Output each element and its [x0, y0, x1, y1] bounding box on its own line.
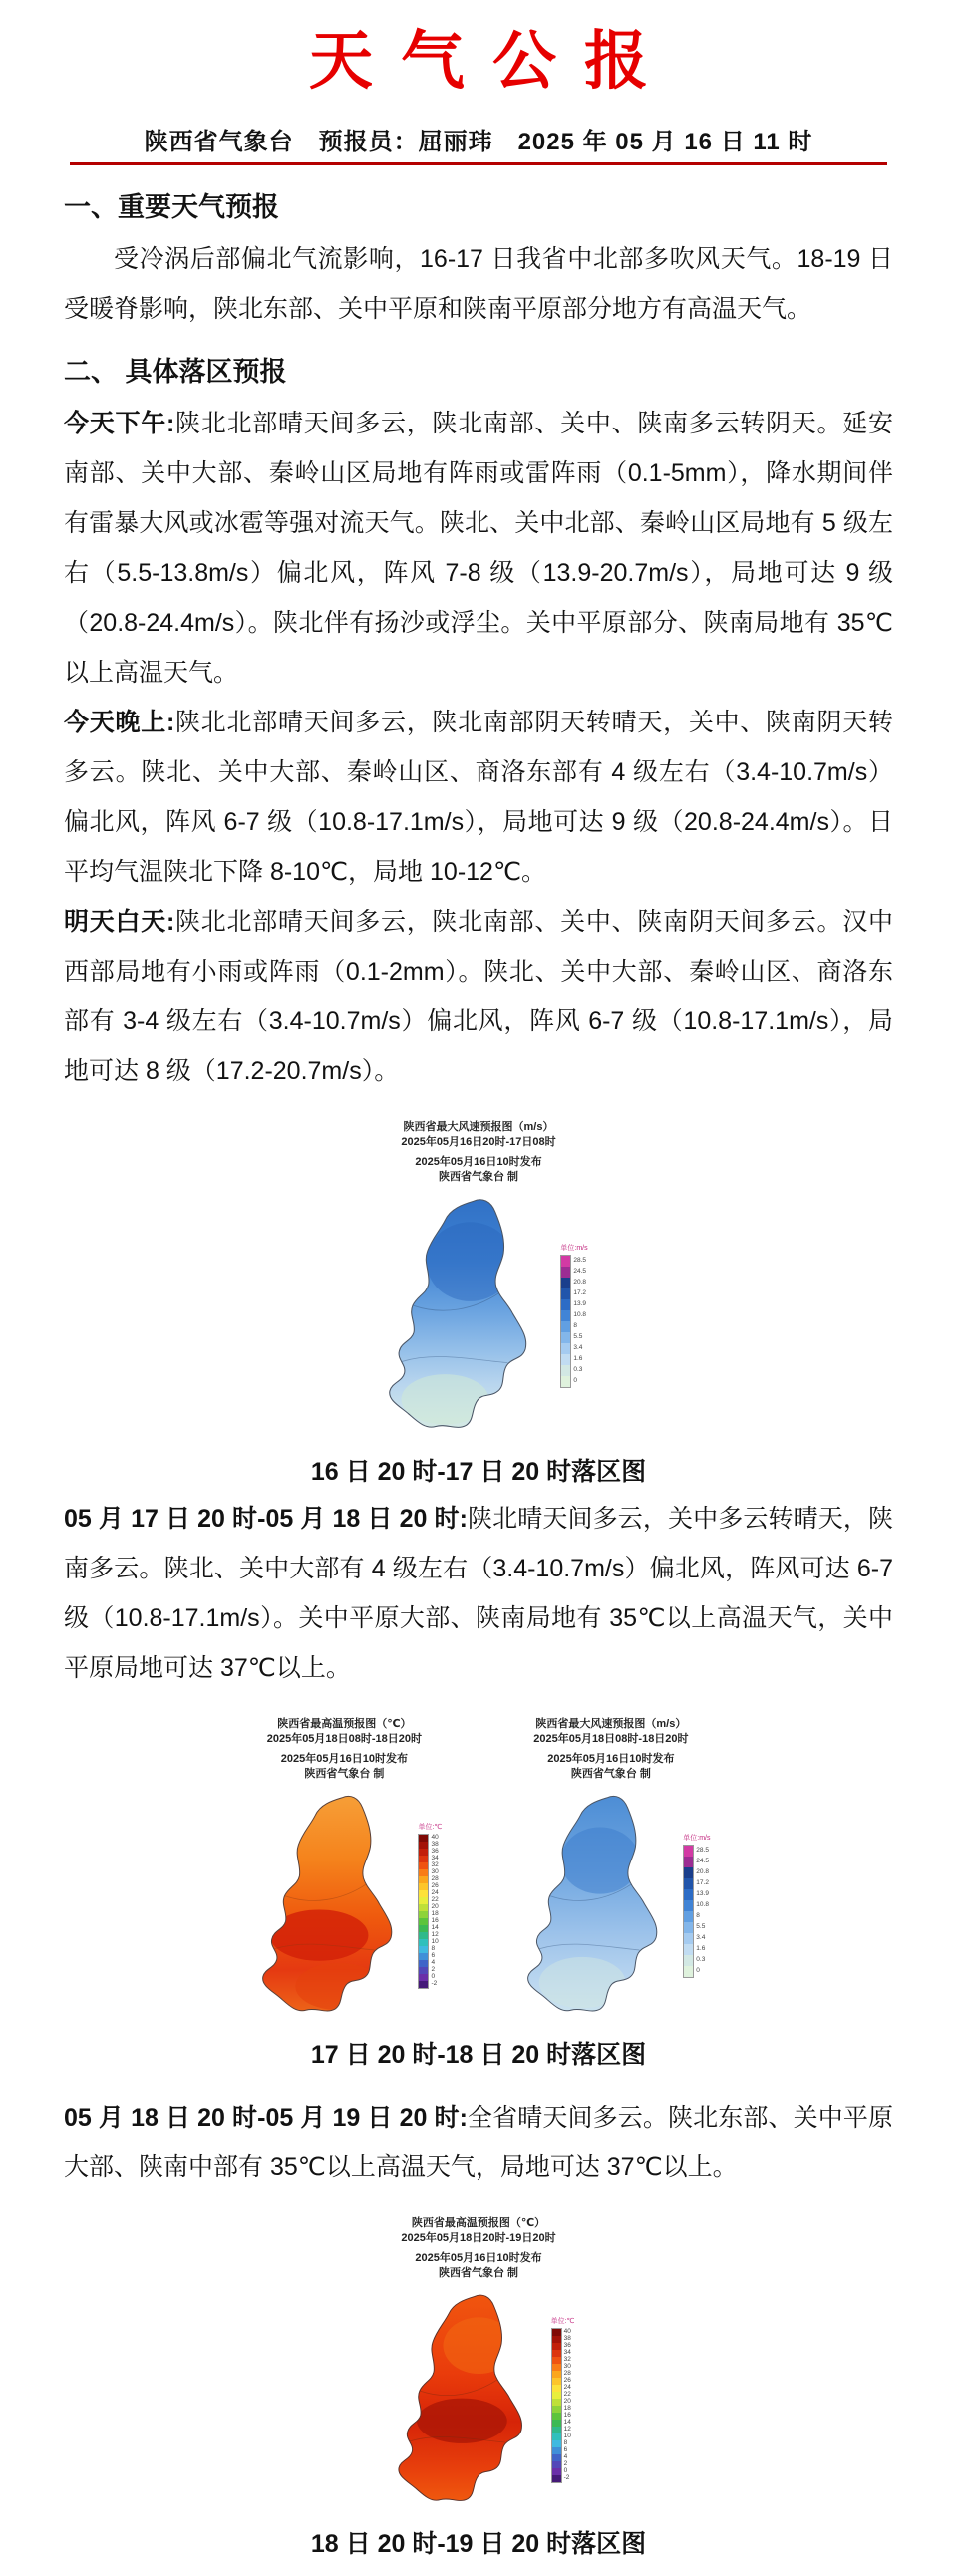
tomorrow-day-text: 陕北北部晴天间多云，陕北南部、关中、陕南阴天间多云。汉中西部局地有小雨或阵雨（0.1-2mm）。陕北、关中大部、秦岭山区、商洛东部有 3-4 级左右（3.4-10.7m/s）偏北风，阵风 6-7 级（10.8-17.1m/s），局地可达 8 级（17.2-20.7m/s）。 [64, 908, 893, 1085]
temp-map-18-block [246, 1717, 442, 2021]
wind-map-16-block [64, 1120, 893, 1488]
wind-colorbar-16: 单位:m/s 28.5 24.5 20.8 17.2 13.9 10.8 8 5.5 3.4 1.6 0.3 0 [560, 1244, 587, 1388]
section-1-heading: 一、重要天气预报 [64, 192, 279, 222]
forecast-18-19-label: 05 月 18 日 20 时-05 月 19 日 20 时: [64, 2104, 468, 2132]
wind-map-18-block [511, 1717, 710, 2021]
map2-header [246, 1717, 442, 1782]
map-caption-18-19: 18 日 20 时-19 日 20 时落区图 [310, 2530, 647, 2558]
map1-credit: 陕西省气象台 制 [438, 1171, 519, 1183]
map3-valid-time: 2025年05月18日08时-18日20时 [533, 1733, 689, 1745]
forecast-17-18-label: 05 月 17 日 20 时-05 月 18 日 20 时: [64, 1505, 468, 1533]
temp-colorbar-18: 单位:℃ 40 38 36 34 32 30 28 26 24 22 20 18 16 14 12 10 8 6 4 2 0 -2 [418, 1823, 443, 1987]
forecast-17-18-paragraph [64, 1494, 893, 1693]
tonight-label: 今天晚上: [64, 709, 175, 736]
temp-colorbar-19: 单位:℃ 40 38 36 34 32 30 28 26 24 22 20 18 16 14 12 10 8 6 4 2 0 -2 [550, 2317, 575, 2481]
map-caption-16-17: 16 日 20 时-17 日 20 时落区图 [310, 1458, 647, 1486]
map2-valid-time: 2025年05月18日08时-18日20时 [266, 1733, 423, 1745]
shaanxi-wind-map-16 [369, 1193, 546, 1438]
map4-issue-time: 2025年05月16日10时发布 [415, 2252, 542, 2264]
map1-issue-time: 2025年05月16日10时发布 [415, 1156, 542, 1168]
wind-colorbar-18: 单位:m/s 28.5 24.5 20.8 17.2 13.9 10.8 8 5.5 3.4 1.6 0.3 0 [683, 1834, 710, 1978]
today-afternoon-paragraph [64, 399, 893, 698]
map3-credit: 陕西省气象台 制 [570, 1768, 651, 1780]
red-divider [70, 162, 887, 165]
map1-valid-time: 2025年05月16日20时-17日08时 [401, 1136, 556, 1148]
forecast-17-18-text: 陕北晴天间多云，关中多云转晴天，陕南多云。陕北、关中大部有 4 级左右（3.4-10.7m/s）偏北风，阵风可达 6-7 级（10.8-17.1m/s）。关中平原大部、陕南局地有 35℃以上高温天气，关中平原局地可达 37℃以上。 [64, 1505, 893, 1682]
tomorrow-day-label: 明天白天: [64, 908, 175, 936]
today-afternoon-text: 陕北北部晴天间多云，陕北南部、关中、陕南多云转阴天。延安南部、关中大部、秦岭山区局地有阵雨或雷阵雨（0.1-5mm），降水期间伴有雷暴大风或冰雹等强对流天气。陕北、关中北部、秦岭山区局地有 5 级左右（5.5-13.8m/s）偏北风，阵风 7-8 级（13.9-20.7m/s），局地可达 9 级（20.8-24.4m/s）。陕北伴有扬沙或浮尘。关中平原部分、陕南局地有 35℃以上高温天气。 [64, 410, 893, 687]
byline: 陕西省气象台 预报员：屈丽玮 2025 年 05 月 16 日 11 时 [144, 129, 813, 155]
map1-title: 陕西省最大风速预报图（m/s） [403, 1121, 554, 1133]
map3-header [511, 1717, 710, 1782]
forecast-18-19-text: 全省晴天间多云。陕北东部、关中平原大部、陕南中部有 35℃以上高温天气，局地可达 37℃以上。 [64, 2104, 893, 2181]
temp-map-19-block [64, 2216, 893, 2560]
doc-title: 天气公报 [309, 26, 676, 97]
map3-issue-time: 2025年05月16日10时发布 [547, 1753, 675, 1765]
tonight-paragraph [64, 698, 893, 897]
map4-valid-time: 2025年05月18日20时-19日20时 [401, 2232, 556, 2244]
shaanxi-temp-map-18 [246, 1790, 408, 2021]
map2-issue-time: 2025年05月16日10时发布 [280, 1753, 408, 1765]
forecast-18-19-paragraph [64, 2093, 893, 2192]
tonight-text: 陕北北部晴天间多云，陕北南部阴天转晴天，关中、陕南阴天转多云。陕北、关中大部、秦岭山区、商洛东部有 4 级左右（3.4-10.7m/s）偏北风，阵风 6-7 级（10.8-17.1m/s），局地可达 9 级（20.8-24.4m/s）。日平均气温陕北下降 8-10℃，局地 10-12℃。 [64, 709, 893, 886]
map1-header [64, 1120, 893, 1185]
map4-title: 陕西省最高温预报图（℃） [411, 2217, 546, 2229]
shaanxi-temp-map-19 [383, 2289, 537, 2510]
map2-title: 陕西省最高温预报图（℃） [277, 1718, 412, 1730]
section-2-heading: 二、 具体落区预报 [64, 357, 287, 387]
today-afternoon-label: 今天下午: [64, 410, 175, 437]
shaanxi-wind-map-18 [511, 1790, 673, 2021]
map3-title: 陕西省最大风速预报图（m/s） [535, 1718, 687, 1730]
map4-credit: 陕西省气象台 制 [438, 2267, 519, 2279]
tomorrow-day-paragraph [64, 897, 893, 1096]
pair-maps-block [64, 1717, 893, 2021]
important-forecast-paragraph: 受冷涡后部偏北气流影响，16-17 日我省中北部多吹风天气。18-19 日受暖脊影响，陕北东部、关中平原和陕南平原部分地方有高温天气。 [64, 245, 893, 323]
map2-credit: 陕西省气象台 制 [304, 1768, 385, 1780]
map-caption-17-18: 17 日 20 时-18 日 20 时落区图 [310, 2041, 647, 2069]
map4-header [64, 2216, 893, 2281]
